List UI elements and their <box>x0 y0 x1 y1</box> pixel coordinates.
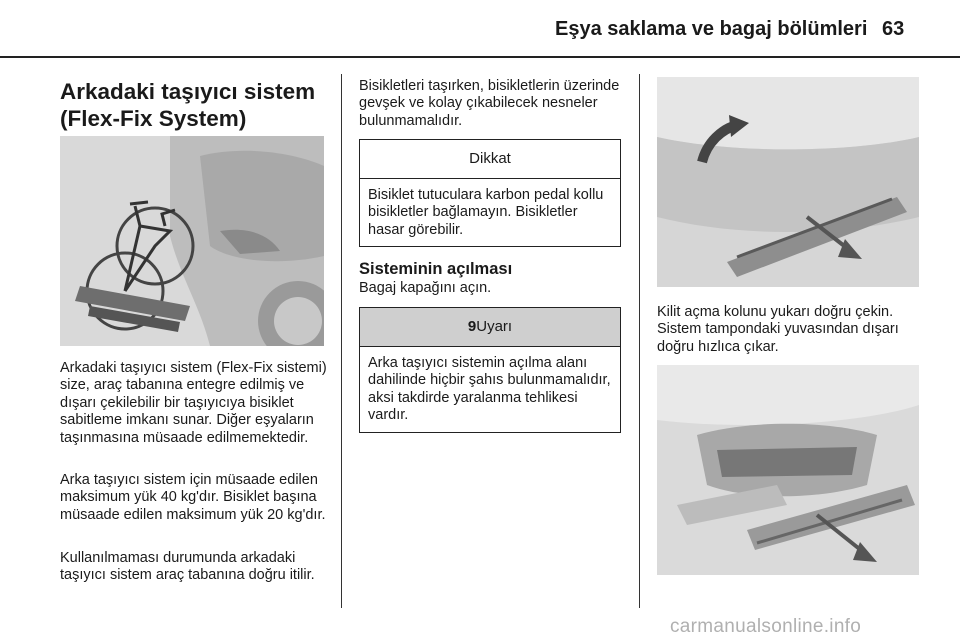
intro-paragraph: Arkadaki taşıyıcı sistem (Flex-Fix sistemi) size, araç tabanına entegre edilmiş ve dışarı çekilebilir bir taşıyıcıya bisiklet sabitleme imkanı sunar. Diğer eşyaların taşınmasına müsaade edilmemektedir. <box>60 360 327 446</box>
load-limit-paragraph: Arka taşıyıcı sistem için müsaade edilen maksimum yük 40 kg'dır. Bisiklet başına müsaade edilen maksimum yük 20 kg'dır. <box>60 472 326 523</box>
storage-paragraph: Kullanılmaması durumunda arkadaki taşıyıcı sistem araç tabanına doğru itilir. <box>60 550 315 584</box>
opening-subheading: Sisteminin açılması <box>359 260 513 278</box>
page-header <box>0 0 960 58</box>
column-divider-right <box>639 74 640 608</box>
header-rule <box>0 56 960 58</box>
warning-icon: 9 <box>467 318 477 335</box>
warning-box <box>359 307 621 433</box>
watermark-text: carmanualsonline.info <box>670 616 862 637</box>
transport-note-paragraph: Bisikletleri taşırken, bisikletlerin üzerinde gevşek ve kolay çıkabilecek nesneler bulunmamalıdır. <box>359 78 620 129</box>
warning-title: Uyarı <box>476 318 513 335</box>
release-instruction: Kilit açma kolunu yukarı doğru çekin. Sistem tampondaki yuvasından dışarı doğru hızlıca çıkar. <box>657 304 899 355</box>
column-divider-left <box>341 74 342 608</box>
carrier-extended-illustration <box>657 365 919 575</box>
bicycle-carrier-image <box>60 136 324 346</box>
bicycle-carrier-illustration <box>60 136 324 346</box>
caution-text: Bisiklet tutuculara karbon pedal kollu bisikletler bağlamayın. Bisikletler hasar görebilir. <box>368 187 604 238</box>
warning-header <box>360 308 620 347</box>
opening-instruction: Bagaj kapağını açın. <box>359 280 492 296</box>
page-number: 63 <box>882 18 905 40</box>
carrier-extended-image <box>657 365 919 575</box>
header-title: Eşya saklama ve bagaj bölümleri <box>555 18 868 40</box>
warning-text: Arka taşıyıcı sistemin açılma alanı dahilinde hiçbir şahıs bulunmamalıdır, aksi takdirde yaralanma tehlikesi vardır. <box>368 355 611 424</box>
section-title <box>60 78 340 132</box>
bumper-release-illustration <box>657 77 919 287</box>
caution-title: Dikkat <box>360 140 620 179</box>
section-title-line2: (Flex-Fix System) <box>60 106 247 131</box>
caution-box <box>359 139 621 247</box>
section-title-line1: Arkadaki taşıyıcı sistem <box>60 79 316 104</box>
bumper-release-image <box>657 77 919 287</box>
